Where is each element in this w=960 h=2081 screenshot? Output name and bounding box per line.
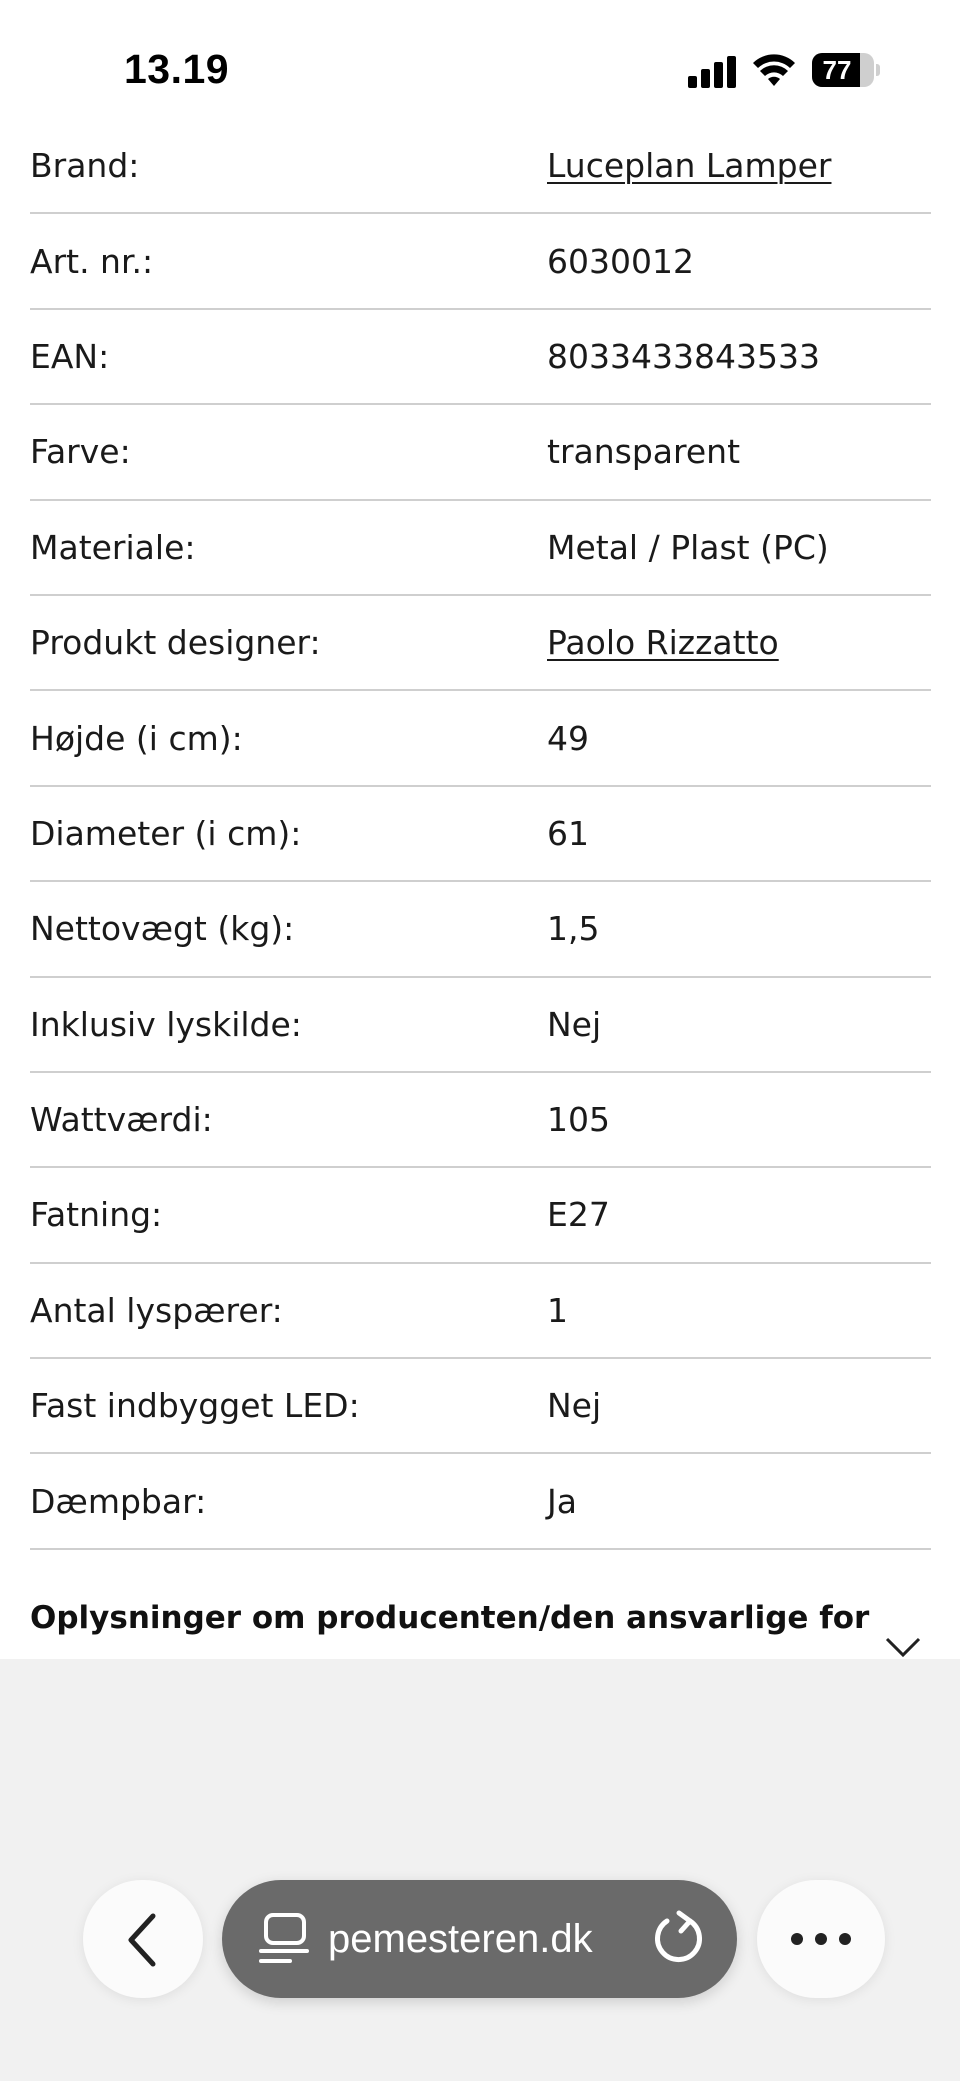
back-button[interactable]	[83, 1880, 203, 1998]
spec-label: Farve:	[30, 432, 131, 472]
spec-value-link[interactable]: Luceplan Lamper	[547, 146, 832, 186]
spec-value: 1,5	[547, 909, 600, 949]
browser-toolbar	[0, 1659, 960, 2081]
spec-label: Materiale:	[30, 527, 196, 567]
spec-row	[30, 882, 931, 977]
spec-row	[30, 1264, 931, 1359]
spec-row	[30, 978, 931, 1073]
spec-label: Wattværdi:	[30, 1100, 213, 1140]
spec-value: Nej	[547, 1386, 602, 1426]
tabs-icon	[258, 1912, 310, 1966]
spec-row	[30, 787, 931, 882]
battery-icon	[812, 53, 880, 87]
spec-row	[30, 310, 931, 405]
spec-label: Diameter (i cm):	[30, 813, 302, 853]
spec-value-link[interactable]: Paolo Rizzatto	[547, 623, 779, 663]
reload-icon[interactable]	[650, 1910, 708, 1968]
spec-label: Art. nr.:	[30, 241, 154, 281]
address-bar[interactable]	[222, 1880, 737, 1998]
spec-label: Højde (i cm):	[30, 718, 243, 758]
chevron-down-icon[interactable]	[884, 1636, 922, 1658]
spec-value: 6030012	[547, 241, 694, 281]
spec-label: Fatning:	[30, 1195, 163, 1235]
more-button[interactable]	[757, 1880, 885, 1998]
spec-value: transparent	[547, 432, 741, 472]
status-bar	[0, 0, 960, 130]
spec-row	[30, 1073, 931, 1168]
spec-label: Brand:	[30, 146, 140, 186]
wifi-icon	[752, 52, 796, 88]
spec-value: Ja	[547, 1481, 577, 1521]
spec-value: E27	[547, 1195, 610, 1235]
spec-row	[30, 405, 931, 500]
spec-value: Nej	[547, 1004, 602, 1044]
spec-row	[30, 1454, 931, 1549]
spec-row	[30, 596, 931, 691]
spec-row	[30, 214, 931, 309]
spec-label: Produkt designer:	[30, 623, 321, 663]
more-icon	[789, 1929, 853, 1949]
back-icon	[119, 1912, 167, 1968]
spec-row	[30, 501, 931, 596]
spec-label: Inklusiv lyskilde:	[30, 1004, 302, 1044]
manufacturer-section-title[interactable]: Oplysninger om producenten/den ansvarlige for	[30, 1600, 870, 1636]
spec-label: Antal lyspærer:	[30, 1290, 283, 1330]
spec-value: 8033433843533	[547, 336, 820, 376]
spec-value: 105	[547, 1100, 610, 1140]
signal-icon	[688, 56, 738, 88]
spec-label: Fast indbygget LED:	[30, 1386, 360, 1426]
spec-row	[30, 119, 931, 214]
status-time: 13.19	[124, 46, 230, 92]
spec-row	[30, 691, 931, 786]
spec-row	[30, 1168, 931, 1263]
spec-value: 1	[547, 1290, 568, 1330]
spec-label: Nettovægt (kg):	[30, 909, 295, 949]
spec-row	[30, 1359, 931, 1454]
spec-label: Dæmpbar:	[30, 1481, 207, 1521]
url-text[interactable]: pemesteren.dk	[328, 1917, 593, 1961]
battery-percentage: 77	[822, 55, 852, 85]
spec-value: Metal / Plast (PC)	[547, 527, 829, 567]
spec-label: EAN:	[30, 336, 110, 376]
spec-value: 61	[547, 813, 589, 853]
spec-value: 49	[547, 718, 589, 758]
specs-table	[30, 119, 931, 1550]
